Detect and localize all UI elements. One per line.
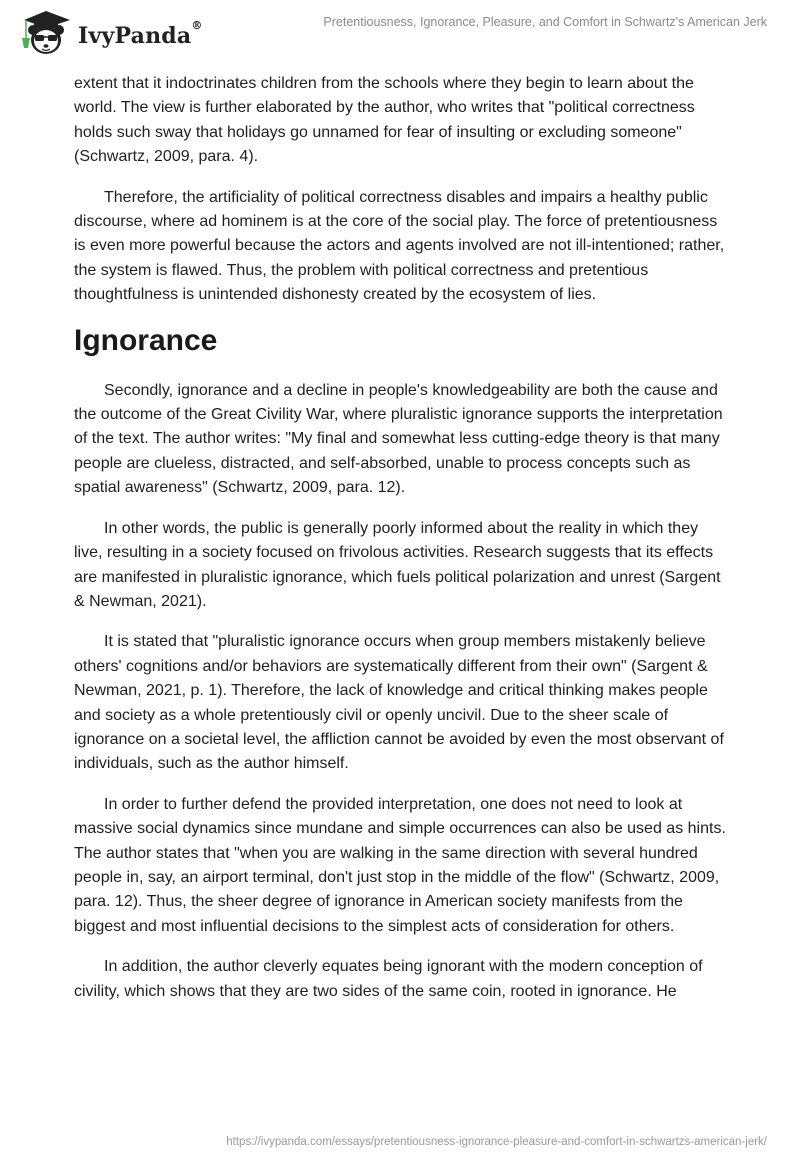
paragraph: In other words, the public is generally poorly informed about the reality in which they live, resulting in a society focused on frivolous activities. Research suggests that its effects are manifested in pluralistic ignorance, which fuels political polarization and unrest (Sargent & Newman, 2021). [74, 519, 721, 610]
section-heading: Ignorance [74, 323, 218, 357]
source-url-link[interactable]: https://ivypanda.com/essays/pretentiousness-ignorance-pleasure-and-comfort-in-schwartzs-american-jerk/ [226, 1136, 767, 1148]
ivypanda-logo[interactable] [20, 8, 203, 58]
paragraph: In order to further defend the provided interpretation, one does not need to look at massive social dynamics since mundane and simple occurrences can also be used as hints. The author states that "when you are walking in the same direction with several hundred people in, say, an airport terminal, don't just stop in the middle of the flow" (Schwartz, 2009, para. 12). Thus, the sheer degree of ignorance in American society manifests from the biggest and most influential decisions to the simplest acts of consideration for others. [74, 795, 726, 935]
panda-graduate-icon [20, 8, 72, 58]
paragraph: Secondly, ignorance and a decline in people's knowledgeability are both the cause and the outcome of the Great Civility War, where pluralistic ignorance supports the interpretation of the text. The author writes: "My final and somewhat less cutting-edge theory is that many people are clueless, distracted, and self-absorbed, unable to process concepts such as spatial awareness" (Schwartz, 2009, para. 12). [74, 381, 723, 497]
page-header [0, 0, 800, 60]
logo-wordmark: IvyPanda® [78, 19, 203, 49]
paragraph: It is stated that "pluralistic ignorance occurs when group members mistakenly believe others' cognitions and/or behaviors are systematically different from their own" (Sargent & Newman, 2021, p. 1). Therefore, the lack of knowledge and critical thinking makes people and society as a whole pretentiously civil or openly uncivil. Due to the sheer scale of ignorance on a societal level, the affliction cannot be avoided by even the most observant of individuals, such as the author himself. [74, 633, 724, 773]
document-title: Pretentiousness, Ignorance, Pleasure, and Comfort in Schwartz's American Jerk [323, 15, 767, 29]
paragraph: Therefore, the artificiality of political correctness disables and impairs a healthy public discourse, where ad hominem is at the core of the social play. The force of pretentiousness is even more powerful because the actors and agents involved are not ill-intentioned; rather, the system is flawed. Thus, the problem with political correctness and pretentious thoughtfulness is unintended dishonesty created by the ecosystem of lies. [74, 188, 725, 304]
paragraph: extent that it indoctrinates children from the schools where they begin to learn about the world. The view is further elaborated by the author, who writes that "political correctness holds such sway that holidays go unnamed for fear of insulting or excluding someone" (Schwartz, 2009, para. 4). [74, 75, 695, 166]
essay-body [74, 72, 730, 1020]
paragraph: In addition, the author cleverly equates being ignorant with the modern conception of civility, which shows that they are two sides of the same coin, rooted in ignorance. He [74, 958, 703, 1000]
